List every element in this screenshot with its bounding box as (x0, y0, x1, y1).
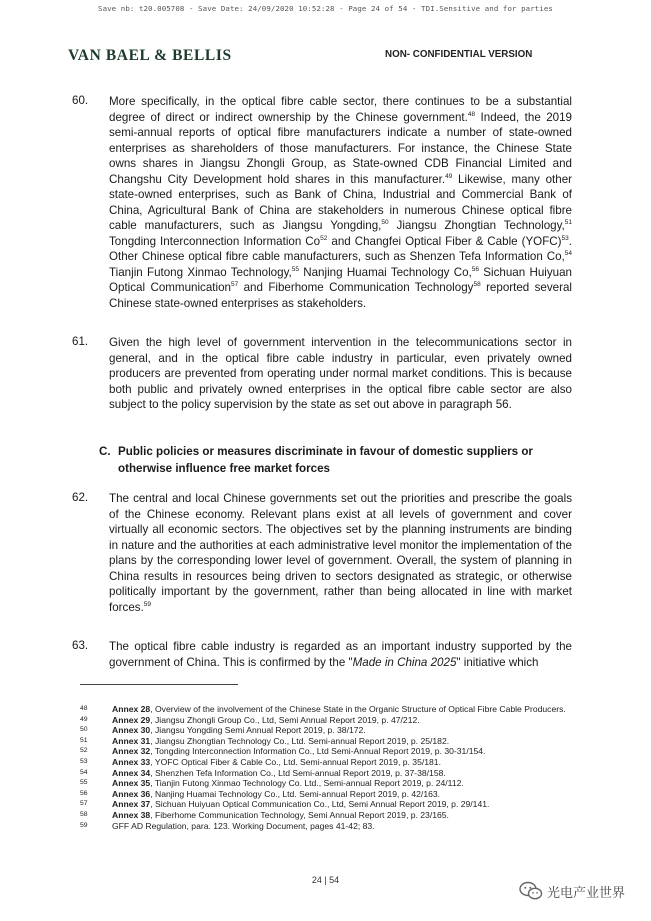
footnote-ref[interactable]: 55 (291, 265, 299, 273)
footnote-ref[interactable]: 50 (381, 219, 389, 227)
footnote: 51 Annex 31, Jiangsu Zhongtian Technology Co., Ltd. Semi-annual Report 2019, p. 25/182. (80, 735, 450, 746)
footnote-ref[interactable]: 52 (320, 234, 328, 242)
footnote-ref[interactable]: 53 (561, 234, 569, 242)
footnote: 52 Annex 32, Tongding Interconnection Information Co., Ltd Semi-Annual Report 2019, p. 30-31/154. (80, 746, 486, 757)
watermark-text: 光电产业世界 (547, 885, 626, 901)
paragraph-number: 62. (72, 491, 89, 504)
footnote: 49 Annex 29, Jiangsu Zhongli Group Co., Ltd, Semi Annual Report 2019, p. 47/212. (80, 714, 420, 725)
paragraph-text: More specifically, in the optical fibre cable sector, there continues to be a substantial degree of direct or indirect ownership by the Chinese government.$^{48}$ Indeed, the 2019 semi-annual reports of optical fibre manufacturers indicate a number of state-owned enterprises as shareholders of those manufacturers. For instance, the Chinese State owns shares in Jiangsu Zhongli Group, as State-owned CDB Financial Limited and Changshu City Development hold shares in this manufacturer.$^{49}$ Likewise, many other state-owned enterprises, such as Bank of China, Industrial and Commercial Bank of China, Agricultural Bank of China are stakeholders in numerous Chinese optical fibre cable manufacturers, such as Jiangsu Yongding,$^{50}$ Jiangsu Zhongtian Technology,$^{51}$ Tongding Interconnection Information Co$^{52}$ and Changfei Optical Fiber & Cable (YOFC)$^{53}$. Other Chinese optical fibre cable manufacturers, such as Shenzen Tefa Information Co,$^{54}$ Tianjin Futong Xinmao Technology,$^{55}$ Nanjing Huamai Technology Co,$^{56}$ Sichuan Huiyuan Optical Communication$^{57}$ and Fiberhome Communication Technology$^{58}$ reported several Chinese state-owned enterprises as stakeholders. (109, 95, 573, 310)
footnote: 54 Annex 34, Shenzhen Tefa Information Co., Ltd Semi-annual Report 2019, p. 37-38/158. (80, 767, 446, 778)
footnote-ref[interactable]: 56 (471, 265, 480, 273)
footnote-ref[interactable]: 54 (564, 250, 572, 258)
footnote: 48 Annex 28, Overview of the involvement of the Chinese State in the Organic Structure of Optical Fibre Cable Producers. (80, 704, 566, 714)
footnotes (80, 704, 575, 831)
paragraph-number: 63. (72, 639, 89, 652)
footnote-ref[interactable]: 59 (143, 600, 152, 608)
section-heading (99, 443, 574, 477)
watermark (519, 880, 625, 902)
paragraph-number: 60. (72, 94, 89, 107)
paragraph-61 (72, 335, 572, 413)
footnote: 57 Annex 37, Sichuan Huiyuan Optical Communication Co., Ltd, Semi Annual Report 2019, p. 29/141. (80, 799, 490, 810)
section-letter: C. (99, 445, 111, 458)
footnote: 59 GFF AD Regulation, para. 123. Working Document, pages 41-42; 83. (80, 820, 375, 831)
wechat-icon (519, 881, 543, 901)
footnote-separator (80, 684, 238, 685)
footnote-ref[interactable]: 48 (467, 110, 476, 118)
paragraph-text: Given the high level of government intervention in the telecommunications sector in general, and in the optical fibre cable industry in particular, even privately owned producers are prevented from operating under normal market conditions. This is because both public and privately owned enterprises in the optical fibre cable sector are also subject to the policy supervision by the state as set out above in paragraph 56. (109, 336, 572, 411)
footnote-ref[interactable]: 58 (473, 281, 481, 289)
page-number: 24 | 54 (311, 875, 340, 885)
paragraph-text: The optical fibre cable industry is regarded as an important industry supported by the government of China. This is confirmed by the "Made in China 2025" initiative which (109, 640, 572, 669)
paragraph-number: 61. (72, 335, 89, 348)
section-title: Public policies or measures discriminate in favour of domestic suppliers or otherwise influence free market forces (118, 445, 533, 475)
footnote: 55 Annex 35, Tianjin Futong Xinmao Technology Co. Ltd., Semi-annual Report 2019, p. 24/112. (80, 778, 464, 789)
footnote: 56 Annex 36, Nanjing Huamai Technology Co., Ltd. Semi-annual Report 2019, p. 42/163. (80, 788, 441, 799)
paragraph-60 (72, 94, 572, 311)
classification-label: NON- CONFIDENTIAL VERSION (385, 49, 533, 60)
paragraph-text: The central and local Chinese governments set out the priorities and prescribe the goals of the Chinese economy. Relevant plans exist at all levels of government and cover virtually all economic sectors. The objectives set by the planning instruments are binding in nature and the authorities at each administrative level monitor the implementation of the plans by the corresponding lower level of government. Overall, the system of planning in China results in resources being driven to sectors designated as strategic, or otherwise politically important by the government, rather than being allocated in line with market forces.$^{59}$ (109, 492, 572, 614)
initiative-name: Made in China 2025 (352, 655, 457, 669)
footnote-ref[interactable]: 57 (231, 281, 239, 289)
footnote-ref[interactable]: 49 (445, 172, 453, 180)
footnote: 50 Annex 30, Jiangsu Yongding Semi Annual Report 2019, p. 38/172. (80, 725, 366, 736)
footnote: 58 Annex 38, Fiberhome Communication Technology, Semi Annual Report 2019, p. 23/165. (80, 809, 449, 820)
paragraph-62 (72, 491, 572, 615)
paragraph-63 (72, 639, 572, 670)
save-info-line: Save nb: t20.005708 - Save Date: 24/09/2020 10:52:28 - Page 24 of 54 - TDI.Sensitive and for parties (98, 4, 553, 13)
footnote-ref[interactable]: 51 (564, 219, 572, 227)
firm-logo: VAN BAEL & BELLIS (68, 47, 232, 64)
footnote: 53 Annex 33, YOFC Optical Fiber & Cable Co., Ltd. Semi-annual Report 2019, p. 35/181. (80, 756, 441, 767)
